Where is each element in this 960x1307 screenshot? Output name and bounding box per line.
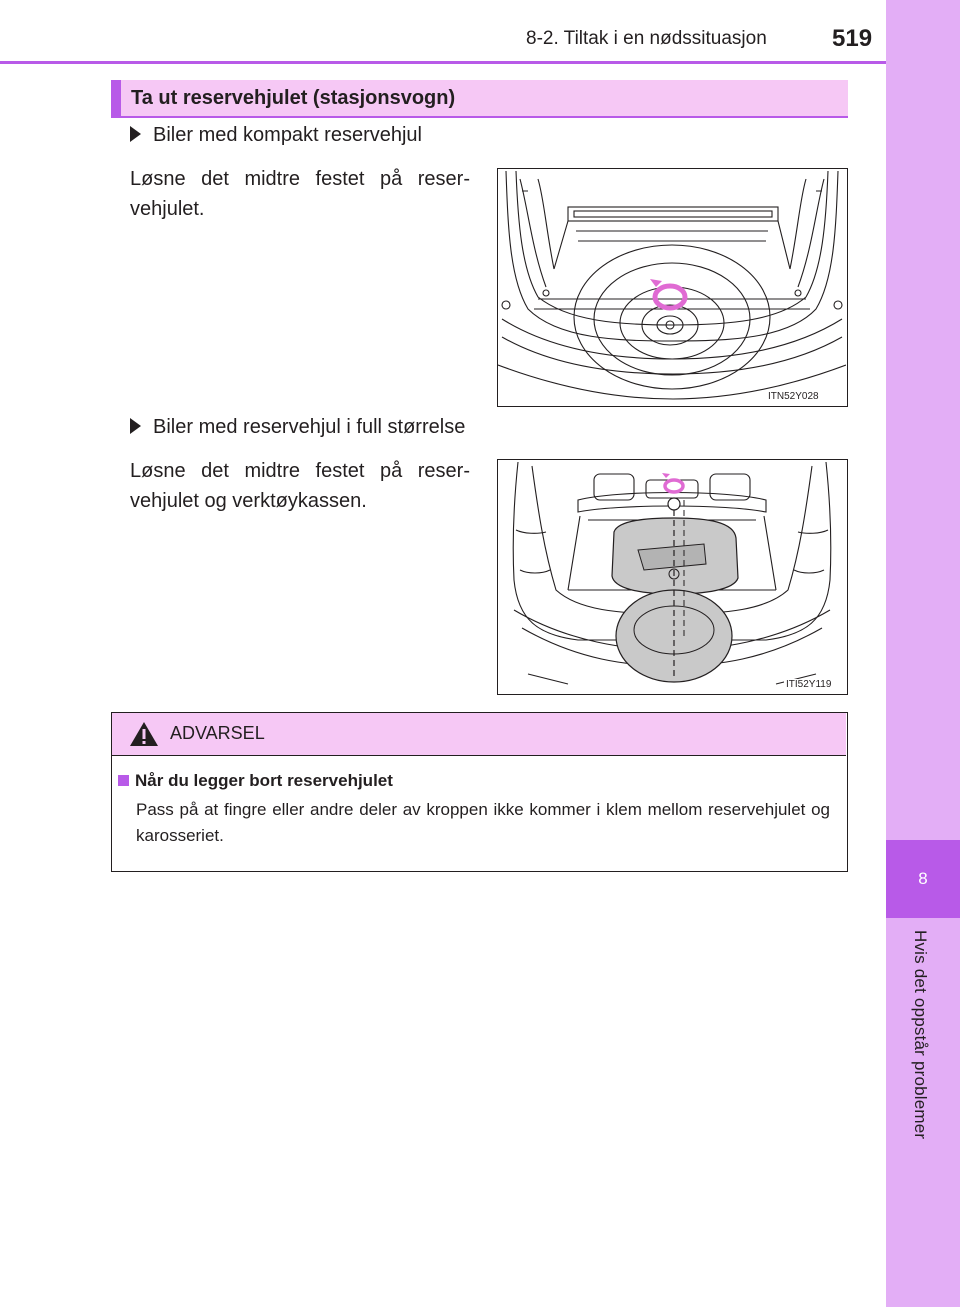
header-rule [0,61,886,64]
trunk-compact-spare-illustration [498,169,846,405]
chapter-side-tab [886,0,960,1307]
warning-box [111,712,848,872]
running-header-section: 8-2. Tiltak i en nødssituasjon [526,28,767,49]
section-title: Ta ut reservehjulet (stasjonsvogn) [131,87,456,109]
page-number: 519 [832,25,873,52]
warning-body: Pass på at fingre eller andre deler av kroppen ikke kommer i klem mellom reservehjulet og karosseriet. [136,800,830,845]
warning-subtitle: Når du legger bort reservehjulet [135,771,393,790]
figure-full-size-spare-trunk [497,459,848,695]
counterclockwise-arrow-icon [650,279,685,308]
triangle-bullet-icon [130,126,141,142]
instruction-compact-spare: Løsne det midtre festet på reser-vehjulet. [130,168,470,220]
warning-title: ADVARSEL [170,723,265,743]
section-title-bar [111,80,848,118]
figure-code: ITI52Y119 [786,679,832,690]
title-accent [111,80,121,116]
warning-triangle-icon [129,721,159,747]
bullet-label: Biler med kompakt reservehjul [153,124,422,146]
warning-subtitle-row [118,771,393,791]
instruction-full-size-spare: Løsne det midtre festet på reser-vehjulet og verktøykassen. [130,460,470,512]
bullet-label: Biler med reservehjul i full størrelse [153,416,466,438]
trunk-full-size-spare-illustration [498,460,846,693]
figure-compact-spare-trunk [497,168,848,407]
chapter-number: 8 [886,840,960,918]
triangle-bullet-icon [130,418,141,434]
warning-header [112,713,846,756]
counterclockwise-arrow-icon [662,473,683,492]
square-bullet-icon [118,775,129,786]
bullet-compact-spare [130,124,422,147]
bullet-full-size-spare [130,416,465,439]
chapter-title: Hvis det oppstår problemer [911,930,930,1140]
figure-code: ITN52Y028 [768,391,819,402]
